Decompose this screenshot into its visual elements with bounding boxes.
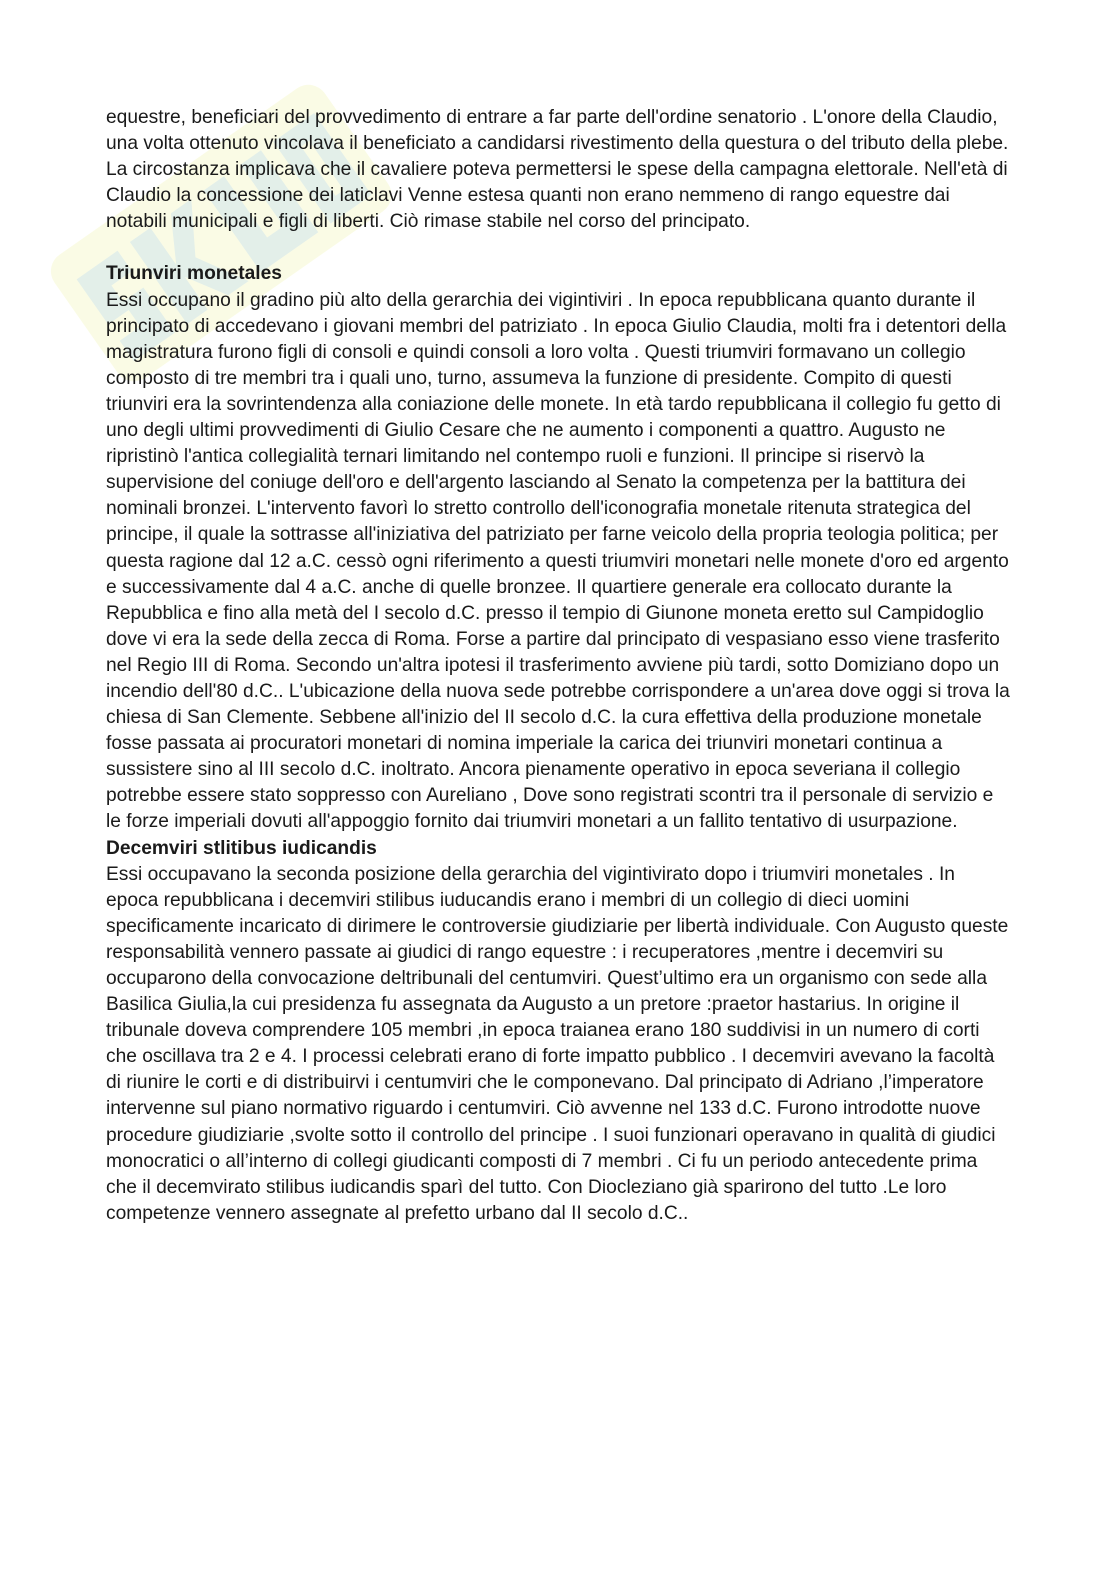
section-paragraph-decemviri: Essi occupavano la seconda posizione della gerarchia del vigintivirato dopo i triumviri monetales . In epoca repubblicana i decemviri stilibus iuducandis erano i membri di un collegio di dieci uomini specificamente incaricato di dirimere le controversie giudiziarie per libertà individuale. Con Augusto queste responsabilità vennero passate ai giudici di rango equestre : i recuperatores ,mentre i decemviri su occuparono della convocazione deltribunali del centumviri. Quest’ultimo era un organismo con sede alla Basilica Giulia,la cui presidenza fu assegnata da Augusto a un pretore :praetor hastarius. In origine il tribunale doveva comprendere 105 membri ,in epoca traianea erano 180 suddivisi in un numero di corti che oscillava tra 2 e 4. I processi celebrati erano di forte impatto pubblico . I decemviri avevano la facoltà di riunire le corti e di distribuirvi i centumviri che le componevano. Dal principato di Adriano ,l’imperatore intervenne sul piano normativo riguardo i centumviri. Ciò avvenne nel 133 d.C. Furono introdotte nuove procedure giudiziarie ,svolte sotto il controllo del principe . I suoi funzionari operavano in qualità di giudici monocratici o all’interno di collegi giudicanti composti di 7 membri . Ci fu un periodo antecedente prima che il decemvirato stilibus iudicandis sparì del tutto. Con Diocleziano già sparirono del tutto .Le loro competenze vennero assegnate al prefetto urbano dal II secolo d.C..: [106, 863, 1009, 1224]
document-page: [106, 105, 1011, 1227]
section-heading-decemviri: Decemviri stlitibus iudicandis: [106, 837, 377, 859]
section-paragraph-triunviri: Essi occupano il gradino più alto della gerarchia dei vigintiviri . In epoca repubblicana quanto durante il principato di accedevano i giovani membri del patriziato . In epoca Giulio Claudia, molti fra i detentori della magistratura furono figli di consoli e quindi consoli a loro volta . Questi triumviri formavano un collegio composto di tre membri tra i quali uno, turno, assumeva la funzione di presidente. Compito di questi triunviri era la sovrintendenza alla coniazione delle monete. In età tardo repubblicana il collegio fu getto di uno degli ultimi provvedimenti di Giulio Cesare che ne aumento i componenti a quattro. Augusto ne ripristinò l'antica collegialità ternari limitando nel contempo ruoli e funzioni. Il principe si riservò la supervisione del coniuge dell'oro e dell'argento lasciando al Senato la competenza per la battitura dei nominali bronzei. L'intervento favorì lo stretto controllo dell'iconografia monetale ritenuta strategica del principe, il quale la sottrasse all'iniziativa del patriziato per farne veicolo della propria teologia politica; per questa ragione dal 12 a.C. cessò ogni riferimento a questi triumviri monetari nelle monete d'oro ed argento e successivamente dal 4 a.C. anche di quelle bronzee. Il quartiere generale era collocato durante la Repubblica e fino alla metà del I secolo d.C. presso il tempio di Giunone moneta eretto sul Campidoglio dove vi era la sede della zecca di Roma. Forse a partire dal principato di vespasiano esso viene trasferito nel Regio III di Roma. Secondo un'altra ipotesi il trasferimento avviene più tardi, sotto Domiziano dopo un incendio dell'80 d.C.. L'ubicazione della nuova sede potrebbe corrispondere a un'area dove oggi si trova la chiesa di San Clemente. Sebbene all'inizio del II secolo d.C. la cura effettiva della produzione monetale fosse passata ai procuratori monetari di nomina imperiale la carica dei triunviri monetari continua a sussistere sino al III secolo d.C. inoltrato. Ancora pienamente operativo in epoca severiana il collegio potrebbe essere stato soppresso con Aureliano , Dove sono registrati scontri tra il personale di servizio e le forze imperiali dovuti all'appoggio fornito dai triumviri monetari a un fallito tentativo di usurpazione.: [106, 289, 1010, 833]
section-heading-triunviri: Triunviri monetales: [106, 263, 282, 285]
intro-paragraph: equestre, beneficiari del provvedimento di entrare a far parte dell'ordine senatorio . L'onore della Claudio, una volta ottenuto vincolava il beneficiato a candidarsi rivestimento della questura o del tributo della plebe. La circostanza implicava che il cavaliere poteva permettersi le spese della campagna elettorale. Nell'età di Claudio la concessione dei laticlavi Venne estesa quanti non erano nemmeno di rango equestre dai notabili municipali e figli di liberti. Ciò rimase stabile nel corso del principato.: [106, 107, 1009, 233]
paragraph-gap: [106, 235, 1011, 261]
